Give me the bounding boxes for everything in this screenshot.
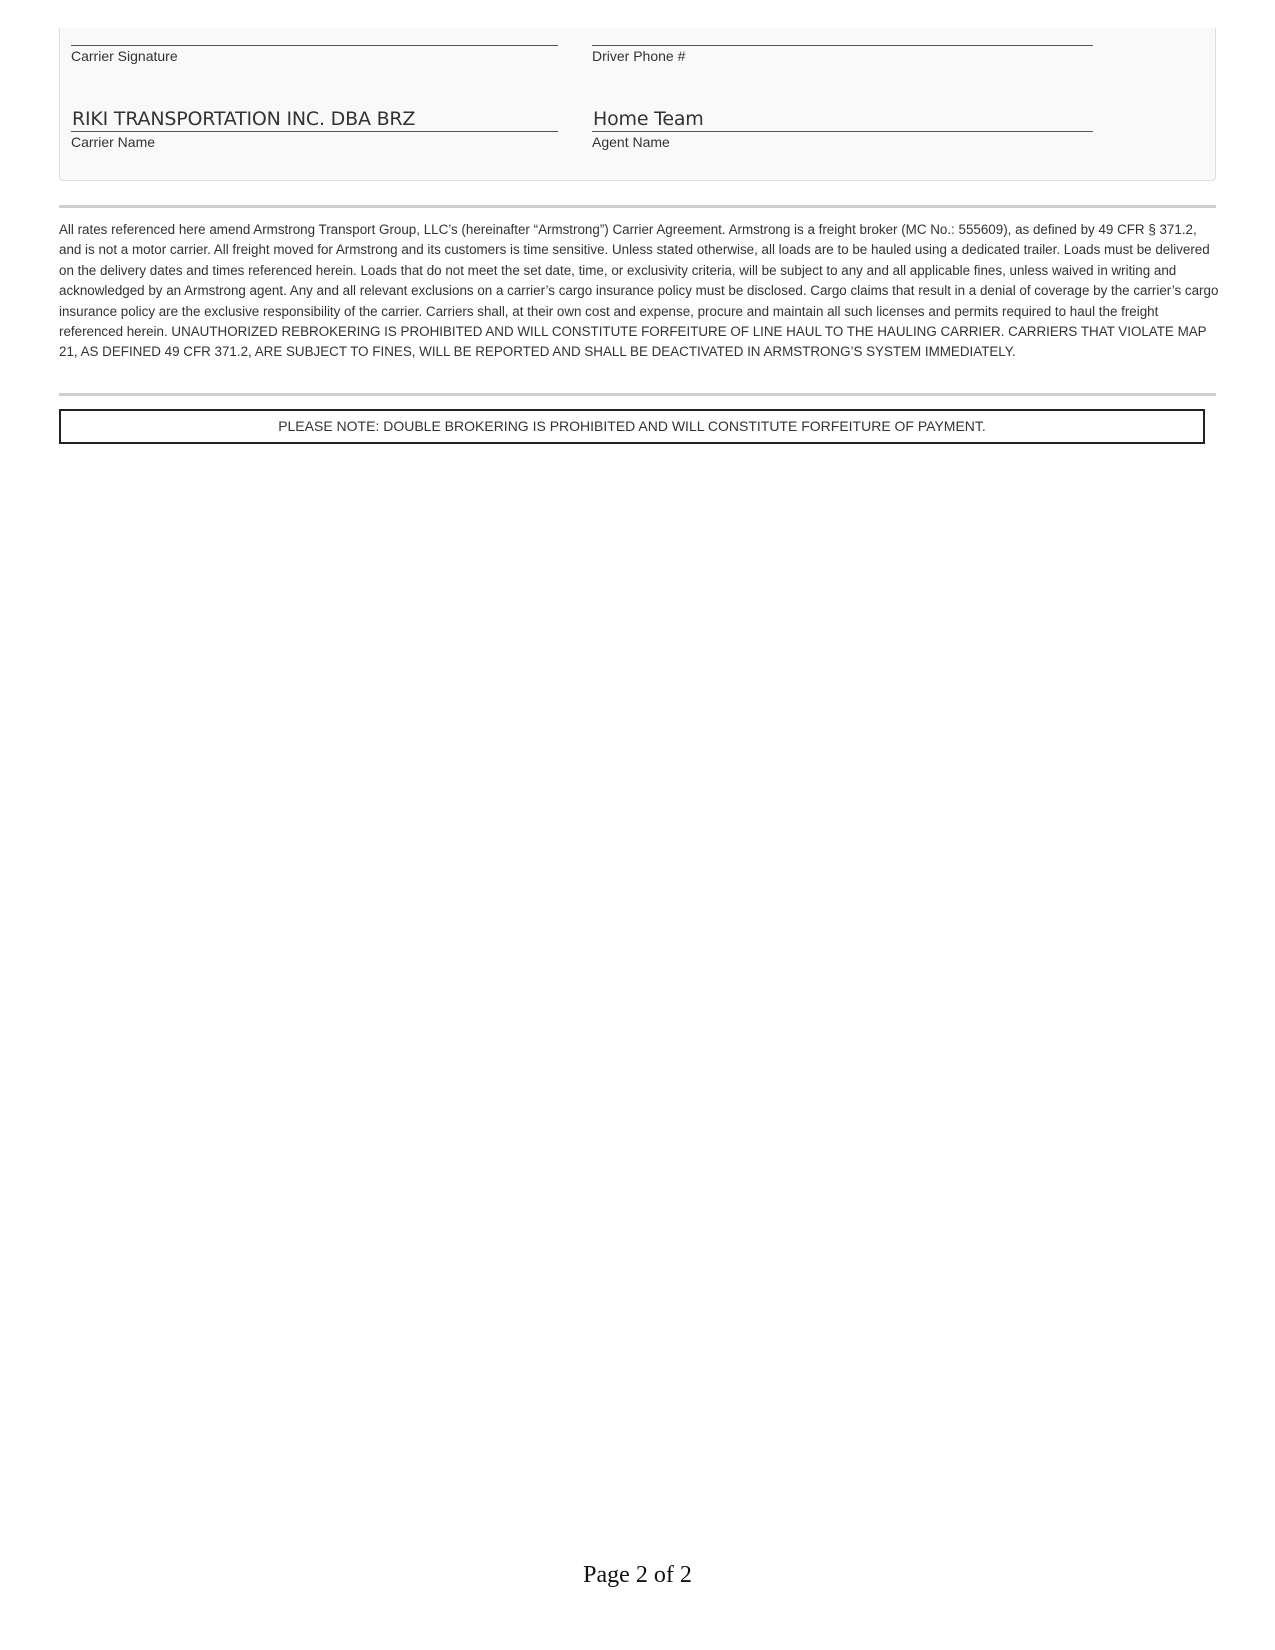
- driver-phone-field[interactable]: [592, 28, 1093, 92]
- agent-name-value: Home Team: [593, 108, 704, 130]
- agent-name-label: Agent Name: [592, 134, 670, 150]
- disclaimer-text: All rates referenced here amend Armstrong Transport Group, LLC’s (hereinafter “Armstrong”) Carrier Agreement. Armstrong is a freight broker (MC No.: 555609), as defined by 49 CFR § 371.2, and is not a motor carrier. All freight moved for Armstrong and its customers is time sensitive. Unless stated otherwise, all loads are to be hauled using a dedicated trailer. Loads must be delivered on the delivery dates and times referenced herein. Loads that do not meet the set date, time, or exclusivity criteria, will be subject to any and all applicable fines, unless waived in writing and acknowledged by an Armstrong agent. Any and all relevant exclusions on a carrier’s cargo insurance policy must be disclosed. Cargo claims that result in a denial of coverage by the carrier’s cargo insurance policy are the exclusive responsibility of the carrier. Carriers shall, at their own cost and expense, procure and maintain all such licenses and permits required to haul the freight referenced herein. UNAUTHORIZED REBROKERING IS PROHIBITED AND WILL CONSTITUTE FORFEITURE OF LINE HAUL TO THE HAULING CARRIER. CARRIERS THAT VIOLATE MAP 21, AS DEFINED 49 CFR 371.2, ARE SUBJECT TO FINES, WILL BE REPORTED AND SHALL BE DEACTIVATED IN ARMSTRONG’S SYSTEM IMMEDIATELY.: [59, 222, 1219, 360]
- driver-phone-line: [592, 45, 1093, 46]
- carrier-name-value: RIKI TRANSPORTATION INC. DBA BRZ: [72, 108, 416, 130]
- signature-panel: [59, 28, 1216, 181]
- carrier-signature-line: [71, 45, 558, 46]
- divider-bottom: [59, 393, 1216, 396]
- page-number: Page 2 of 2: [583, 1562, 692, 1588]
- carrier-name-line: [71, 131, 558, 132]
- agent-name-field[interactable]: [592, 102, 1093, 178]
- carrier-name-field[interactable]: [71, 102, 558, 178]
- carrier-signature-label: Carrier Signature: [71, 48, 178, 64]
- agent-name-line: [592, 131, 1093, 132]
- divider-top: [59, 205, 1216, 208]
- double-brokering-notice: PLEASE NOTE: DOUBLE BROKERING IS PROHIBITED AND WILL CONSTITUTE FORFEITURE OF PAYMENT.: [59, 409, 1205, 444]
- carrier-name-label: Carrier Name: [71, 134, 156, 150]
- driver-phone-label: Driver Phone #: [592, 48, 686, 64]
- carrier-signature-field[interactable]: [71, 28, 558, 92]
